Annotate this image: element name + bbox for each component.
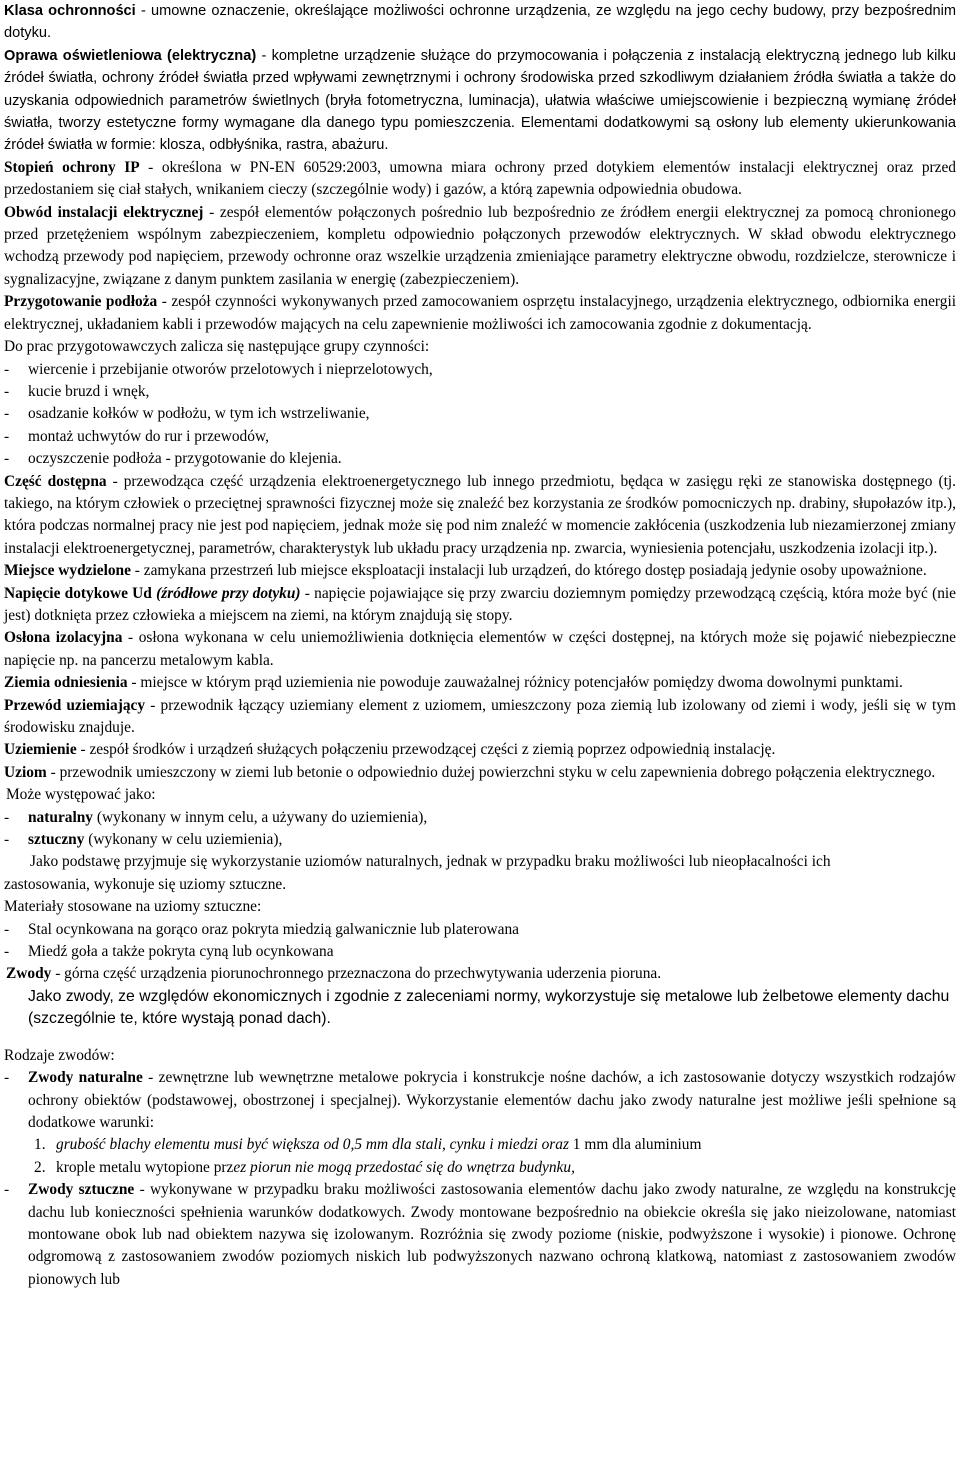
term: Część dostępna bbox=[4, 472, 107, 490]
term: Zwody bbox=[6, 965, 52, 983]
uziom-intro: Może występować jako: bbox=[6, 786, 156, 804]
list-item-zwody-naturalne: - Zwody naturalne - zewnętrzne lub wewnętrzne metalowe pokrycia i konstrukcje nośne dachów, a ich zastosowanie dotyczy wszystkich rodzajów ochrony obiektów (podstawowej, obostrzonej i specjalnej). Wykorzystanie elementów dachu jako zwody naturalne jest możliwe jeśli spełnione są dodatkowe warunki: bbox=[4, 1069, 956, 1131]
term: Przygotowanie podłoża bbox=[4, 293, 158, 311]
list-item: - oczyszczenie podłoża - przygotowanie do klejenia. bbox=[4, 450, 342, 468]
def-oprawa bbox=[4, 45, 956, 157]
term: Miejsce wydzielone bbox=[4, 562, 131, 580]
materials-intro: Materiały stosowane na uziomy sztuczne: bbox=[4, 898, 262, 916]
term: Napięcie dotykowe Ud bbox=[4, 584, 152, 602]
definition: - osłona wykonana w celu uniemożliwienia dotknięcia elementów w części dostępnej, na których może się pojawić niebezpieczne napięcie np. na pancerzu metalowym kabla. bbox=[4, 629, 956, 669]
def-przygotowanie bbox=[4, 291, 956, 336]
list-item: - naturalny (wykonany w innym celu, a używany do uziemienia), bbox=[4, 808, 428, 826]
list-item: - osadzanie kołków w podłożu, w tym ich wstrzeliwanie, bbox=[4, 405, 370, 423]
term: Ziemia odniesienia bbox=[4, 674, 128, 692]
definition: - górna część urządzenia piorunochronnego przeznaczona do przechwytywania uderzenia pioruna. bbox=[51, 965, 662, 983]
definition: - zespół elementów połączonych pośrednio lub bezpośrednio ze źródłem energii elektrycznej za pomocą chronionego przed przetężeniem wspólnym zabezpieczeniem, kompletu odpowiednio połączonych przewodów elektrycznych. W skład obwodu elektrycznego wchodzą przewody pod napięciem, przewody ochronne oraz wszelkie urządzenia zmieniające parametry elektryczne obwodu, rozdzielcze, sterownicze i sygnalizacyjne, związane z danym punktem zasilania w energię (zabezpieczeniem). bbox=[4, 203, 956, 288]
list-item: - sztuczny (wykonany w celu uziemienia), bbox=[4, 831, 283, 849]
definition: - miejsce w którym prąd uziemienia nie powoduje zauważalnej różnicy potencjałów pomiędzy dwoma dowolnymi punktami. bbox=[127, 674, 903, 692]
def-przewod-uziemiajacy bbox=[4, 695, 956, 740]
term: Klasa ochronności bbox=[4, 3, 136, 19]
uziom-list bbox=[4, 807, 956, 852]
definition: - przewodnik umieszczony w ziemi lub betonie o odpowiednio dużej powierzchni styku w celu zapewnienia dobrego połączenia elektrycznego. bbox=[46, 763, 936, 781]
condition-2: 2. krople metalu wytopione przez piorun nie mogą przedostać się do wnętrza budynku, bbox=[34, 1158, 575, 1176]
definition: - zamykana przestrzeń lub miejsce eksploatacji instalacji lub urządzeń, do którego dostęp posiadają jedynie osoby upoważnione. bbox=[130, 562, 927, 580]
definition: - określona w PN-EN 60529:2003, umowna miara ochrony przed dotykiem elementów instalacji elektrycznej oraz przed przedostaniem się ciał stałych, wnikaniem cieczy (szczególnie wody) i gazów, a którą zapewnia odpowiednia obudowa. bbox=[4, 158, 956, 199]
def-uziom bbox=[4, 762, 956, 784]
definition: - przewodnik łączący uziemiany element z uziomem, umieszczony poza ziemią lub izolowany od ziemi i wody, jeśli się w tym środowisku znajduje. bbox=[4, 696, 956, 736]
def-czesc-dostepna bbox=[4, 471, 956, 561]
list-item: - montaż uchwytów do rur i przewodów, bbox=[4, 427, 269, 445]
definition: - napięcie pojawiające się przy zwarciu doziemnym pomiędzy przewodzącą częścią, która może być (nie jest) dotknięta przez człowieka a miejscem na ziemi, na którym znajdują się stopy. bbox=[4, 584, 956, 624]
definition: - umowne oznaczenie, określające możliwości ochronne urządzenia, ze względu na jego cechy budowy, przy bezpośrednim dotyku. bbox=[4, 3, 956, 42]
prep-intro: Do prac przygotowawczych zalicza się następujące grupy czynności: bbox=[4, 338, 430, 356]
def-zwody bbox=[4, 963, 956, 985]
def-uziemienie bbox=[4, 739, 956, 761]
term: Uziemienie bbox=[4, 741, 77, 759]
term: Oprawa oświetleniowa (elektryczna) bbox=[4, 47, 257, 64]
prep-list bbox=[4, 359, 956, 471]
term: Przewód uziemiający bbox=[4, 696, 146, 714]
list-item: - wiercenie i przebijanie otworów przelotowych i nieprzelotowych, bbox=[4, 360, 433, 378]
term: Osłona izolacyjna bbox=[4, 629, 123, 647]
def-stopien-ip bbox=[4, 157, 956, 202]
list-item-zwody-sztuczne: - Zwody sztuczne - wykonywane w przypadku braku możliwości zastosowania elementów dachu jako zwody naturalne, ze względu na konstrukcję dachu lub konieczności spełnienia warunków dodatkowych. Zwody montowane bezpośrednio na obiekcie określa się jako nieizolowane, natomiast montowane obok lub nad obiektem nazywa się izolowanym. Rozróżnia się zwody poziome (niskie, podwyższone i wysokie) i pionowe. Ochronę odgromową z zastosowaniem zwodów poziomych niskich lub podwyższonych nazwano ochroną klatkową, natomiast z zastosowaniem zwodów pionowych lub bbox=[4, 1181, 956, 1288]
def-obwod bbox=[4, 202, 956, 292]
list-item: - Miedź goła a także pokryta cyną lub ocynkowana bbox=[4, 943, 334, 961]
definition: - zespół czynności wykonywanych przed zamocowaniem osprzętu instalacyjnego, urządzenia elektrycznego, odbiornika energii elektrycznej, układaniem kabli i przewodów mających na celu zapewnienie możliwości ich zamocowania zgodnie z dokumentacją. bbox=[4, 293, 956, 333]
list-item: - Stal ocynkowana na gorąco oraz pokryta miedzią galwanicznie lub platerowana bbox=[4, 920, 520, 938]
term: Obwód instalacji elektrycznej bbox=[4, 203, 204, 221]
definition: - kompletne urządzenie służące do przymocowania i połączenia z instalacją elektryczną jednego lub kilku źródeł światła, ochrony źródeł światła przed wpływami zewnętrznymi i ochrony środowiska przed szkodliwym działaniem źródła światła a także do uzyskania odpowiednich parametrów świetlnych (bryła fotometryczna, luminacja), ułatwia właściwe umiejscowienie i bezpieczną wymianę źródeł światła, tworzy estetyczne formy wymagane dla danego typu pomieszczenia. Elementami dodatkowymi są osłony lub elementy ukierunkowania źródeł światła w formie: klosza, odbłyśnika, rastra, abażuru. bbox=[4, 47, 957, 154]
def-miejsce-wydzielone bbox=[4, 560, 956, 582]
term: Stopień ochrony IP bbox=[4, 158, 140, 176]
def-klasa bbox=[4, 0, 956, 45]
materials-list bbox=[4, 919, 956, 964]
def-oslona bbox=[4, 627, 956, 672]
definition: - zespół środków i urządzeń służących połączeniu przewodzącej części z ziemią poprzez odpowiednią instalację. bbox=[76, 741, 776, 759]
term: Uziom bbox=[4, 763, 47, 781]
definition: - przewodząca część urządzenia elektroenergetycznego lub innego przedmiotu, będąca w zasięgu ręki ze stanowiska dostępnego (tj. takiego, na którym człowiek o przeciętnej sprawności fizycznej może się znaleźć bez korzystania ze środków pomocniczych np. drabiny, słupołazów itp.), która podczas normalnej pracy nie jest pod napięciem, jednak może się pod nim znaleźć w momencie zakłócenia (uszkodzenia lub niezamierzonej zmiany instalacji elektroenergetycznej, parametrów, charakterystyk lub układu pracy urządzenia np. zwarcia, wyniesienia potencjału, uszkodzenia izolacji itp.). bbox=[4, 472, 956, 557]
uziom-note: Jako podstawę przyjmuje się wykorzystanie uziomów naturalnych, jednak w przypadku braku możliwości lub nieopłacalności ich zastosowania, wykonuje się uziomy sztuczne. bbox=[4, 853, 831, 893]
def-ziemia-odniesienia bbox=[4, 672, 956, 694]
rodzaje-intro: Rodzaje zwodów: bbox=[4, 1046, 115, 1064]
term-italic: (źródłowe przy dotyku) bbox=[156, 584, 301, 602]
zwody-blurb: Jako zwody, ze względów ekonomicznych i zgodnie z zaleceniami normy, wykorzystuje się metalowe lub żelbetowe elementy dachu (szczególnie te, które wystają ponad dach). bbox=[28, 987, 950, 1028]
def-napiecie-dotykowe bbox=[4, 583, 956, 628]
condition-1: 1. grubość blachy elementu musi być większa od 0,5 mm dla stali, cynku i miedzi oraz 1 mm dla aluminium bbox=[34, 1136, 702, 1154]
list-item: - kucie bruzd i wnęk, bbox=[4, 382, 150, 400]
